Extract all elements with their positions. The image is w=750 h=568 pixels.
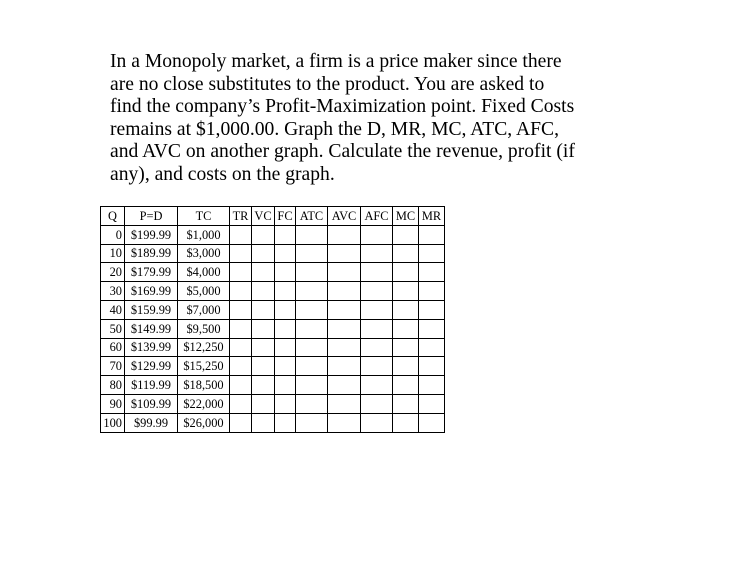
table-row xyxy=(101,357,445,376)
cell-afc xyxy=(361,225,393,244)
cell-q: 50 xyxy=(101,319,125,338)
cell-total-revenue xyxy=(230,300,252,319)
table-row xyxy=(101,394,445,413)
cell-total-cost: $12,250 xyxy=(178,338,230,357)
cell-avc xyxy=(328,413,361,432)
cell-avc xyxy=(328,319,361,338)
table-row xyxy=(101,300,445,319)
cell-mc xyxy=(393,376,419,395)
cell-mr xyxy=(419,376,445,395)
cell-afc xyxy=(361,357,393,376)
cell-price: $189.99 xyxy=(125,244,178,263)
header-afc: AFC xyxy=(361,207,393,226)
cell-variable-cost xyxy=(252,413,275,432)
cell-mr xyxy=(419,244,445,263)
cell-avc xyxy=(328,376,361,395)
cell-avc xyxy=(328,263,361,282)
cell-q: 60 xyxy=(101,338,125,357)
cell-afc xyxy=(361,244,393,263)
cell-fixed-cost xyxy=(275,263,296,282)
table-header-row xyxy=(101,207,445,226)
cell-total-cost: $26,000 xyxy=(178,413,230,432)
cell-mc xyxy=(393,244,419,263)
cell-atc xyxy=(296,338,328,357)
cell-mc xyxy=(393,394,419,413)
cell-mr xyxy=(419,394,445,413)
cell-q: 40 xyxy=(101,300,125,319)
header-mc: MC xyxy=(393,207,419,226)
cell-avc xyxy=(328,225,361,244)
cell-atc xyxy=(296,357,328,376)
cell-avc xyxy=(328,244,361,263)
cell-q: 80 xyxy=(101,376,125,395)
cell-atc xyxy=(296,263,328,282)
cell-atc xyxy=(296,319,328,338)
header-variable-cost: VC xyxy=(252,207,275,226)
cell-q: 0 xyxy=(101,225,125,244)
cell-avc xyxy=(328,338,361,357)
table-row xyxy=(101,225,445,244)
cell-q: 20 xyxy=(101,263,125,282)
cell-price: $119.99 xyxy=(125,376,178,395)
cell-avc xyxy=(328,300,361,319)
cell-total-revenue xyxy=(230,244,252,263)
header-q: Q xyxy=(101,207,125,226)
cell-mc xyxy=(393,282,419,301)
cell-q: 30 xyxy=(101,282,125,301)
cell-total-cost: $9,500 xyxy=(178,319,230,338)
cell-total-cost: $1,000 xyxy=(178,225,230,244)
cell-variable-cost xyxy=(252,394,275,413)
cell-mc xyxy=(393,338,419,357)
header-avc: AVC xyxy=(328,207,361,226)
cell-mr xyxy=(419,300,445,319)
cell-atc xyxy=(296,282,328,301)
cell-price: $199.99 xyxy=(125,225,178,244)
cell-mr xyxy=(419,263,445,282)
cell-total-cost: $4,000 xyxy=(178,263,230,282)
cell-total-revenue xyxy=(230,413,252,432)
cell-fixed-cost xyxy=(275,300,296,319)
cell-total-cost: $18,500 xyxy=(178,376,230,395)
cell-variable-cost xyxy=(252,319,275,338)
cell-total-revenue xyxy=(230,225,252,244)
cell-price: $169.99 xyxy=(125,282,178,301)
cell-total-cost: $5,000 xyxy=(178,282,230,301)
cell-price: $99.99 xyxy=(125,413,178,432)
cell-total-revenue xyxy=(230,319,252,338)
cell-afc xyxy=(361,338,393,357)
cell-mr xyxy=(419,319,445,338)
cell-price: $159.99 xyxy=(125,300,178,319)
cell-total-cost: $22,000 xyxy=(178,394,230,413)
cell-mr xyxy=(419,357,445,376)
cell-atc xyxy=(296,225,328,244)
cell-atc xyxy=(296,300,328,319)
cell-variable-cost xyxy=(252,338,275,357)
cell-mr xyxy=(419,225,445,244)
cell-total-revenue xyxy=(230,357,252,376)
cell-variable-cost xyxy=(252,376,275,395)
table-row xyxy=(101,319,445,338)
cell-mc xyxy=(393,319,419,338)
cell-atc xyxy=(296,394,328,413)
table-row xyxy=(101,282,445,301)
cell-price: $179.99 xyxy=(125,263,178,282)
cell-fixed-cost xyxy=(275,338,296,357)
header-mr: MR xyxy=(419,207,445,226)
cell-mr xyxy=(419,282,445,301)
cell-q: 100 xyxy=(101,413,125,432)
cell-total-revenue xyxy=(230,394,252,413)
cell-fixed-cost xyxy=(275,282,296,301)
cell-fixed-cost xyxy=(275,225,296,244)
cell-price: $139.99 xyxy=(125,338,178,357)
cell-afc xyxy=(361,282,393,301)
cell-fixed-cost xyxy=(275,413,296,432)
cell-price: $149.99 xyxy=(125,319,178,338)
cell-afc xyxy=(361,394,393,413)
cell-atc xyxy=(296,244,328,263)
cell-fixed-cost xyxy=(275,376,296,395)
cell-afc xyxy=(361,413,393,432)
header-price-demand: P=D xyxy=(125,207,178,226)
cell-variable-cost xyxy=(252,244,275,263)
cell-mc xyxy=(393,413,419,432)
cell-variable-cost xyxy=(252,282,275,301)
header-fixed-cost: FC xyxy=(275,207,296,226)
cell-fixed-cost xyxy=(275,244,296,263)
cell-total-revenue xyxy=(230,263,252,282)
cell-variable-cost xyxy=(252,263,275,282)
cell-total-cost: $3,000 xyxy=(178,244,230,263)
cell-mr xyxy=(419,413,445,432)
cell-price: $129.99 xyxy=(125,357,178,376)
cell-total-cost: $15,250 xyxy=(178,357,230,376)
cell-fixed-cost xyxy=(275,357,296,376)
cell-variable-cost xyxy=(252,225,275,244)
table-row xyxy=(101,244,445,263)
table-row xyxy=(101,263,445,282)
cell-total-revenue xyxy=(230,376,252,395)
cell-mc xyxy=(393,225,419,244)
header-total-cost: TC xyxy=(178,207,230,226)
cell-avc xyxy=(328,357,361,376)
cell-afc xyxy=(361,376,393,395)
header-total-revenue: TR xyxy=(230,207,252,226)
table-body xyxy=(101,225,445,432)
cell-avc xyxy=(328,394,361,413)
cell-mc xyxy=(393,300,419,319)
cell-variable-cost xyxy=(252,357,275,376)
cell-avc xyxy=(328,282,361,301)
cell-fixed-cost xyxy=(275,319,296,338)
table-row xyxy=(101,338,445,357)
cell-fixed-cost xyxy=(275,394,296,413)
header-atc: ATC xyxy=(296,207,328,226)
question-text: In a Monopoly market, a firm is a price maker since there are no close substitutes to the product. You are asked to find the company’s Profit-Maximization point. Fixed Costs remains at $1,000.00. Graph the D, MR, MC, ATC, AFC, and AVC on another graph. Calculate the revenue, profit (if any), and costs on the graph. xyxy=(110,51,575,185)
cell-price: $109.99 xyxy=(125,394,178,413)
cell-total-revenue xyxy=(230,338,252,357)
cell-mr xyxy=(419,338,445,357)
cell-mc xyxy=(393,263,419,282)
cell-q: 90 xyxy=(101,394,125,413)
cell-afc xyxy=(361,300,393,319)
cell-total-cost: $7,000 xyxy=(178,300,230,319)
cost-revenue-table xyxy=(100,206,445,433)
table-row xyxy=(101,376,445,395)
cell-q: 70 xyxy=(101,357,125,376)
cell-mc xyxy=(393,357,419,376)
cell-total-revenue xyxy=(230,282,252,301)
table-row xyxy=(101,413,445,432)
cell-atc xyxy=(296,376,328,395)
cell-afc xyxy=(361,319,393,338)
cell-variable-cost xyxy=(252,300,275,319)
cell-afc xyxy=(361,263,393,282)
cell-atc xyxy=(296,413,328,432)
cell-q: 10 xyxy=(101,244,125,263)
